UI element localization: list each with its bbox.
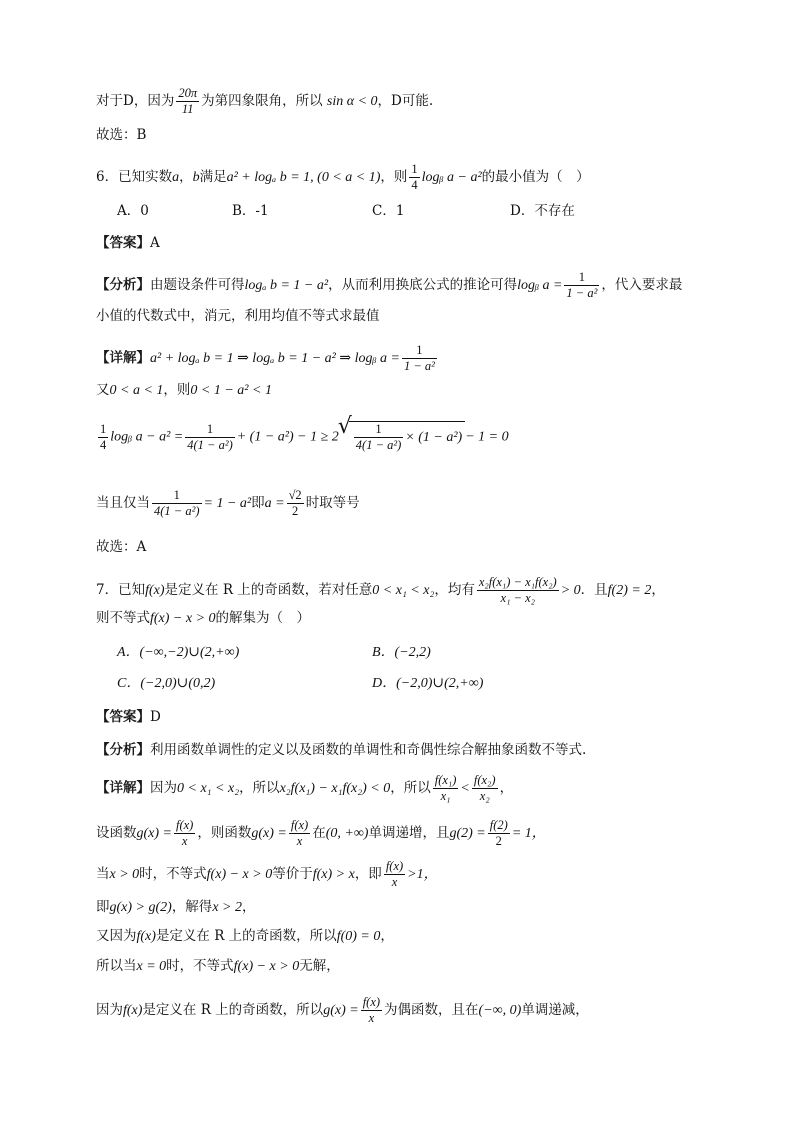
math: 0 < 1 − a² < 1 (190, 383, 272, 398)
text: 是定义在 R 上的奇函数，所以 (142, 1002, 324, 1018)
math: logᵦ a = (517, 278, 563, 293)
text: 对于D，因为 (96, 93, 175, 109)
denominator: 4(1 − a²) (187, 437, 233, 452)
denominator: 1 − a² (403, 359, 435, 373)
denominator: x₁ − x₂ (500, 591, 536, 605)
text: 单调递增，且 (368, 825, 450, 841)
denominator: x (368, 1011, 375, 1025)
detail-tag: 【详解】 (96, 780, 150, 796)
text-line-d (96, 86, 433, 117)
numerator: 1 (100, 421, 107, 436)
analysis-tag: 【分析】 (96, 277, 150, 293)
question-7 (96, 575, 665, 606)
math: f(0) = 0 (336, 929, 381, 944)
detail-7-line7 (96, 995, 589, 1026)
detail-tag: 【详解】 (96, 350, 150, 366)
fraction (488, 818, 510, 849)
text: ，D可能. (377, 93, 434, 109)
detail-6 (96, 343, 439, 374)
math: − 1 = 0 (465, 429, 509, 445)
answer-tag: 【答案】 (96, 235, 150, 251)
fraction (402, 343, 437, 374)
math: >1， (407, 867, 438, 882)
text: 是定义在 R 上的奇函数，所以 (155, 928, 337, 944)
math: f(2) = 2 (607, 583, 652, 598)
math: f(x) > x (312, 867, 355, 882)
math: > 0 (560, 583, 581, 598)
text: 设函数 (96, 825, 137, 841)
numerator: 1 (185, 422, 235, 438)
text: ， (241, 899, 256, 915)
fraction (174, 818, 195, 849)
text: ，所以 (239, 780, 280, 796)
math: × (1 − a²) (405, 430, 463, 445)
denominator: x₂ (479, 789, 490, 803)
text: ，即 (354, 866, 382, 882)
text: ，代入要求最 (601, 277, 683, 293)
math: x > 2 (212, 900, 242, 915)
text: 则不等式 (96, 610, 150, 626)
choice-d: D．不存在 (510, 203, 575, 219)
math: logₐ b = 1 − a² (244, 278, 329, 293)
numerator: 1 (564, 270, 599, 286)
math: f(x) (136, 929, 156, 944)
text: 当且仅当 (96, 495, 150, 511)
text: 无解， (299, 958, 340, 974)
text: ， (499, 780, 514, 796)
text: 时，不等式 (139, 866, 207, 882)
math: f(x) (123, 1003, 143, 1018)
numerator: f(x) (290, 818, 309, 832)
denominator: x₁ (440, 789, 451, 803)
numerator: f(x) (176, 818, 194, 832)
math: f(x) (145, 583, 165, 598)
math: x₂f(x₁) − x₁f(x₂) < 0 (279, 781, 391, 796)
denominator: x (391, 875, 398, 889)
text: 的最小值为（ ） (481, 169, 590, 185)
math: < (460, 781, 470, 796)
text: 利用函数单调性的定义以及函数的单调性和奇偶性综合解抽象函数不等式. (150, 742, 587, 758)
numerator: f(x₁) (434, 773, 457, 787)
answer-value: D (150, 709, 161, 725)
question-6 (96, 162, 590, 193)
text: 7．已知 (96, 582, 146, 598)
math: sin α < 0 (326, 94, 378, 109)
text: 所以当 (96, 958, 137, 974)
fraction (98, 422, 108, 453)
detail-7-line5 (96, 926, 394, 947)
text: 在 (312, 825, 326, 841)
text: ，则 (380, 169, 408, 185)
detail-7-line4 (96, 897, 255, 918)
fraction (289, 818, 310, 849)
math: + (1 − a²) − 1 ≥ 2 (236, 429, 339, 445)
choice-a: A．(−∞,−2)∪(2,+∞) (117, 645, 240, 660)
numerator: 20π (178, 86, 198, 100)
numerator: f(2) (489, 818, 508, 832)
text: 即 (251, 495, 265, 511)
text: 即 (96, 899, 110, 915)
text: 单调递减， (521, 1002, 589, 1018)
math: (0, +∞) (325, 826, 369, 841)
text: 是定义在 R 上的奇函数，若对任意 (164, 582, 373, 598)
numerator: f(x) (362, 995, 381, 1009)
answer-6 (96, 233, 160, 253)
text: ， (179, 169, 193, 185)
text: 时取等号 (305, 495, 360, 511)
denominator: 2 (292, 504, 299, 518)
math: x > 0 (109, 867, 140, 882)
detail-6-inequality (96, 421, 509, 453)
text: ，则 (163, 382, 191, 398)
choice-d: D．(−2,0)∪(2,+∞) (372, 676, 484, 691)
math: f(x) − x > 0 (233, 959, 300, 974)
text: ，则函数 (197, 825, 252, 841)
text: 当 (96, 866, 110, 882)
choice-c: C．1 (372, 203, 405, 219)
choice-b: B．-1 (232, 203, 269, 219)
denominator: 2 (495, 834, 502, 848)
analysis-6-cont: 小值的代数式中，消元，利用均值不等式求最值 (96, 308, 380, 324)
numerator: f(x) (385, 859, 404, 873)
detail-6-line2 (96, 380, 272, 401)
math: 0 < x₁ < x₂ (372, 583, 435, 598)
detail-7-line1 (96, 773, 513, 804)
fraction (564, 270, 599, 301)
fraction (287, 488, 304, 519)
math: (−∞, 0) (478, 1003, 522, 1018)
math: g(x) = (251, 826, 287, 841)
denominator: 4 (100, 437, 107, 452)
math: f(x) − x > 0 (206, 867, 273, 882)
text: 等价于 (272, 866, 313, 882)
detail-7-line2 (96, 818, 546, 849)
fraction (152, 488, 202, 519)
text: 满足 (199, 169, 227, 185)
fraction (185, 422, 235, 453)
text: 又因为 (96, 928, 137, 944)
text: ， (380, 928, 394, 944)
answer-tag: 【答案】 (96, 709, 150, 725)
text: ，均有 (434, 582, 475, 598)
math: x = 0 (136, 959, 167, 974)
fraction (433, 773, 459, 804)
denominator: 4(1 − a²) (154, 504, 200, 518)
text: 又 (96, 382, 110, 398)
numerator: 1 (402, 343, 437, 359)
denominator: 1 − a² (566, 286, 598, 300)
math: g(2) = (449, 826, 486, 841)
text: ，解得 (171, 899, 213, 915)
text: ， (651, 582, 665, 598)
text: 的解集为（ ） (215, 610, 311, 626)
fraction (477, 575, 559, 606)
final-answer-6: 故选：A (96, 539, 147, 555)
denominator: 4(1 − a²) (355, 438, 402, 452)
detail-6-equality (96, 488, 360, 519)
fraction (472, 773, 498, 804)
text: 由题设条件可得 (150, 277, 245, 293)
math: a = (264, 496, 285, 511)
fraction (409, 162, 419, 193)
text: 6．已知实数 (96, 169, 173, 185)
answer-line: 故选：B (96, 127, 147, 143)
choice-c: C．(−2,0)∪(0,2) (117, 676, 216, 691)
text: 为偶函数，且在 (384, 1002, 479, 1018)
math: 0 < a < 1 (109, 383, 164, 398)
numerator: 1 (411, 162, 418, 176)
math: b (192, 170, 200, 185)
math: a² + logₐ b = 1 ⇒ logₐ b = 1 − a² ⇒ logᵦ a = (150, 351, 400, 366)
math: g(x) > g(2) (109, 900, 172, 915)
sqrt (349, 421, 465, 453)
text: ，所以 (390, 780, 431, 796)
fraction (176, 86, 199, 117)
math: f(x) − x > 0 (150, 611, 216, 626)
fraction (361, 995, 382, 1026)
fraction (384, 859, 405, 890)
math: g(x) = (323, 1003, 359, 1018)
math: a (172, 170, 180, 185)
numerator: √2 (288, 488, 302, 502)
math: 0 < x₁ < x₂ (177, 781, 240, 796)
answer-7 (96, 707, 161, 727)
denominator: 11 (181, 102, 194, 116)
analysis-6 (96, 270, 682, 301)
analysis-7 (96, 740, 586, 760)
numerator: f(x₂) (473, 773, 496, 787)
denominator: 4 (411, 178, 418, 192)
detail-7-line3 (96, 859, 438, 890)
fraction (354, 422, 404, 453)
math: logᵦ a − a² = (110, 429, 184, 445)
math: = 1， (511, 826, 546, 841)
numerator: x₂f(x₁) − x₁f(x₂) (478, 575, 557, 589)
choice-a: A．0 (117, 203, 149, 219)
text: 时，不等式 (166, 958, 234, 974)
analysis-tag: 【分析】 (96, 742, 150, 758)
numerator: √ 1 (354, 422, 404, 438)
question-7-line2 (96, 608, 310, 629)
numerator: 1 (152, 488, 202, 504)
denominator: x (181, 834, 188, 848)
answer-value: A (150, 235, 160, 251)
math: a² + logₐ b = 1, (0 < a < 1) (226, 170, 381, 185)
math: g(x) = (136, 826, 172, 841)
choice-b: B．(−2,2) (372, 645, 431, 660)
text: 因为 (96, 1002, 123, 1018)
text: 因为 (150, 780, 177, 796)
text: ．且 (580, 582, 608, 598)
detail-7-line6 (96, 956, 340, 977)
text: ，从而利用换底公式的推论可得 (328, 277, 518, 293)
math: logᵦ a − a² (421, 170, 482, 185)
math: = 1 − a² (203, 496, 252, 511)
text: 为第四象限角，所以 (201, 93, 323, 109)
denominator: x (296, 834, 303, 848)
